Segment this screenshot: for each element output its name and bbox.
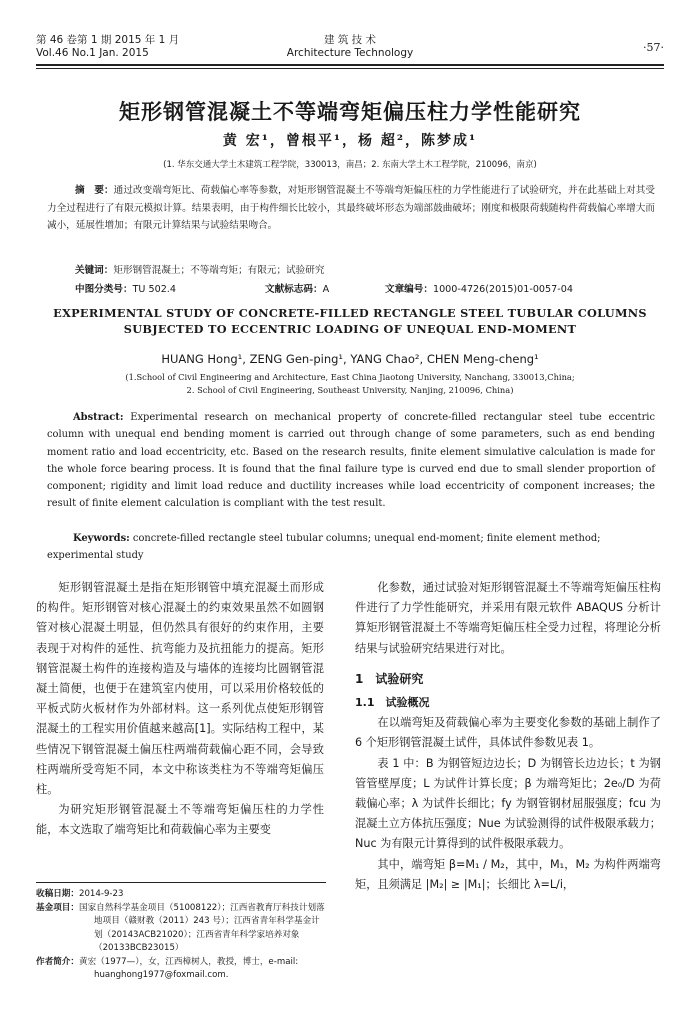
section-heading-1: 1 试验研究 <box>355 671 424 686</box>
header-rule-thick <box>36 64 664 66</box>
doc-label: 文献标志码： <box>265 284 323 295</box>
footnote-fund <box>36 902 326 956</box>
received-date: 2014-9-23 <box>78 889 124 899</box>
journal-name-en: Architecture Technology <box>286 47 414 59</box>
keywords-en-text: concrete-filled rectangle steel tubular columns; unequal end-moment; finite element method; experimental study <box>47 533 601 562</box>
doc-value: A <box>322 284 330 295</box>
article-number <box>385 281 573 295</box>
body-right-column <box>355 578 661 895</box>
abstract-en-label: Abstract: <box>73 412 124 423</box>
affiliation-cn: (1. 华东交通大学土木建筑工程学院，330013，南昌；2. 东南大学土木工程学院，210096，南京) <box>163 160 537 170</box>
header-rule-thin <box>36 68 664 69</box>
journal-name <box>240 34 460 60</box>
classification-line <box>75 281 635 295</box>
page-number: ·57· <box>643 41 664 54</box>
author-text: 黄宏（1977—），女，江西樟树人，教授，博士，e-mail: huanghong1977@foxmail.com. <box>78 956 299 980</box>
abstract-cn-text: 通过改变端弯矩比、荷载偏心率等参数，对矩形钢管混凝土不等端弯矩偏压柱的力学性能进行了试验研究，并在此基础上对其受力全过程进行了有限元模拟计算。结果表明，由于构件细长比较小，其最终破坏形态为端部鼓曲破坏；刚度和极限荷载随构件荷载偏心率增大而减小，延展性增加；有限元计算结果与试验结果吻合。 <box>47 185 655 231</box>
keywords-cn-label: 关键词： <box>75 265 114 276</box>
clc-code <box>75 281 265 295</box>
footnotes <box>36 888 326 983</box>
received-label: 收稿日期： <box>36 889 79 899</box>
fund-text: 国家自然科学基金项目（51008122）；江西省教育厅科技计划落地项目（赣财教（2011）243 号）；江西省青年科学基金计划（20143ACB21020）；江西省青年科学家培养对象（20133BCB23015） <box>78 902 325 953</box>
intro-paragraph-3: 化参数，通过试验对矩形钢管混凝土不等端弯矩偏压柱构件进行了力学性能研究，并采用有限元软件 ABAQUS 分析计算矩形钢管混凝土不等端弯矩偏压柱全受力过程，将理论分析结果与试验研究结果进行对比。 <box>355 581 661 655</box>
art-label: 文章编号： <box>385 284 433 295</box>
keywords-en <box>47 530 655 565</box>
keywords-cn <box>75 262 324 276</box>
journal-issue-en: Vol.46 No.1 Jan. 2015 <box>36 47 149 59</box>
footnote-rule <box>36 882 326 883</box>
doc-code <box>265 281 385 295</box>
fund-label: 基金项目： <box>36 902 79 913</box>
table-notation-paragraph: 表 1 中：B 为钢管短边边长；D 为钢管长边边长；t 为钢管管壁厚度；L 为试件计算长度；β 为端弯矩比；2e₀/D 为荷载偏心率；λ 为试件长细比；fy 为钢管钢材屈服强度；fcu 为混凝土立方体抗压强度；Nue 为试验测得的试件极限承载力；Nuc 为有限元计算得到的试件极限承载力。 <box>355 756 661 851</box>
paper-title-cn: 矩形钢管混凝土不等端弯矩偏压柱力学性能研究 <box>119 100 581 124</box>
clc-value: TU 502.4 <box>132 284 176 295</box>
paper-title-en-line1: EXPERIMENTAL STUDY OF CONCRETE-FILLED RECTANGLE STEEL TUBULAR COLUMNS <box>53 306 647 320</box>
authors-cn: 黄 宏¹，曾根平¹，杨 超²，陈梦成¹ <box>222 133 478 149</box>
footnote-received <box>36 888 326 902</box>
test-overview-paragraph: 在以端弯矩及荷载偏心率为主要变化参数的基础上制作了 6 个矩形钢管混凝土试件，具体试件参数见表 1。 <box>355 716 661 750</box>
journal-issue-cn: 第 46 卷第 1 期 2015 年 1 月 <box>36 34 180 46</box>
abstract-en-text: Experimental research on mechanical property of concrete-filled rectangular steel tube eccentric column with unequal end bending moment is carried out through change of some parameters, such as end bending moment ratio and load eccentricity, etc. Based on the research results, finite element simulative calculation is made for the whole force bearing process. It is found that the final failure type is curved end due to small slender proportion of component; rigidity and limit load reduce and ductility increases while load eccentricity of component increases; the result of finite element calculation is compliant with the test result. <box>47 412 655 510</box>
footnote-author <box>36 956 326 983</box>
intro-paragraph-1: 矩形钢管混凝土是指在矩形钢管中填充混凝土而形成的构件。矩形钢管对核心混凝土的约束效果虽然不如圆钢管对核心混凝土明显，但仍然具有很好的约束作用，主要表现于对构件的延性、抗弯能力及抗扭能力的提高。矩形钢管混凝土构件的连接构造及与墙体的连接均比圆钢管混凝土简便，也便于在建筑室内使用，可以采用价格较低的平板式防火板材作为外部材料。这一系列优点使矩形钢管混凝土的工程实用价值越来越高[1]。实际结构工程中，某些情况下钢管混凝土偏压柱两端荷载偏心距不同，会导致柱两端所受弯矩不同，本文中称该类柱为不等端弯矩偏压柱。 <box>36 581 324 797</box>
affiliation-en-line2: 2. School of Civil Engineering, Southeast University, Nanjing, 210096, China) <box>186 385 514 395</box>
abstract-en <box>47 409 655 513</box>
paper-title-en-line2: SUBJECTED TO ECCENTRIC LOADING OF UNEQUAL END-MOMENT <box>123 322 577 336</box>
subsection-heading-1-1: 1.1 试验概况 <box>355 696 430 710</box>
abstract-cn-label: 摘 要： <box>75 185 114 196</box>
journal-name-cn: 建 筑 技 术 <box>323 34 376 46</box>
paper-title-en <box>0 305 700 337</box>
affiliation-en <box>0 371 700 397</box>
author-label: 作者简介： <box>36 956 79 967</box>
moment-ratio-paragraph: 其中，端弯矩 β=M₁ / M₂，其中，M₁，M₂ 为构件两端弯矩，且须满足 |M₂| ≥ |M₁|；长细比 λ=L/i， <box>355 857 661 891</box>
clc-label: 中图分类号： <box>75 284 133 295</box>
keywords-en-label: Keywords: <box>73 533 130 544</box>
abstract-cn <box>47 182 655 235</box>
art-value: 1000-4726(2015)01-0057-04 <box>432 284 573 295</box>
keywords-cn-text: 矩形钢管混凝土；不等端弯矩；有限元；试验研究 <box>113 265 325 276</box>
authors-en: HUANG Hong¹, ZENG Gen-ping¹, YANG Chao², CHEN Meng-cheng¹ <box>161 352 539 366</box>
journal-issue <box>36 34 179 60</box>
affiliation-en-line1: (1.School of Civil Engineering and Architecture, East China Jiaotong University, Nanchang, 330013,China; <box>125 372 575 382</box>
body-left-column <box>36 578 324 841</box>
intro-paragraph-2: 为研究矩形钢管混凝土不等端弯矩偏压柱的力学性能，本文选取了端弯矩比和荷载偏心率为主要变 <box>36 803 324 837</box>
